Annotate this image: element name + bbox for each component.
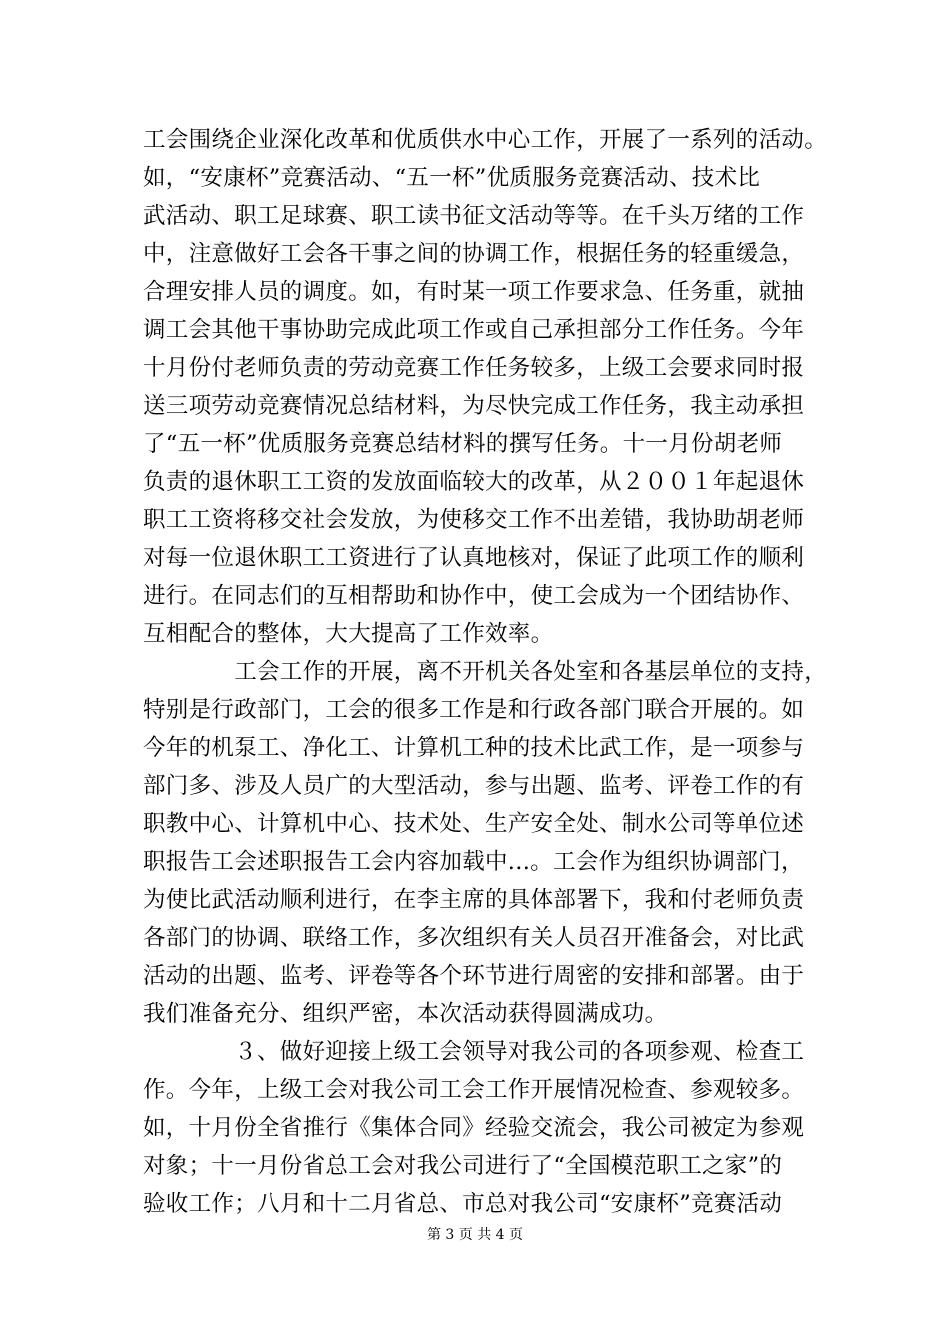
paragraph-line: 武活动、职工足球赛、职工读书征文活动等等。在千头万绪的工作 [143,203,805,229]
paragraph-line: 合理安排人员的调度。如，有时某一项工作要求急、任务重，就抽 [143,279,805,305]
paragraph-line: 作。今年，上级工会对我公司工会工作开展情况检查、参观较多。 [143,1077,805,1103]
page-number-footer: 第 3 页 共 4 页 [426,1227,524,1243]
paragraph-line: 进行。在同志们的互相帮助和协作中，使工会成为一个团结协作、 [143,583,805,609]
paragraph-line: 我们准备充分、组织严密，本次活动获得圆满成功。 [143,1001,668,1027]
paragraph-line: 工会工作的开展，离不开机关各处室和各基层单位的支持， [143,659,828,685]
paragraph-line: 如，十月份全省推行《集体合同》经验交流会，我公司被定为参观 [143,1115,805,1141]
paragraph-line: 为使比武活动顺利进行，在李主席的具体部署下，我和付老师负责 [143,887,805,913]
paragraph-line: 职报告工会述职报告工会内容加载中...。工会作为组织协调部门， [143,849,804,875]
paragraph-line: 了“五一杯”优质服务竞赛总结材料的撰写任务。十一月份胡老师 [143,431,783,457]
paragraph-line: 互相配合的整体，大大提高了工作效率。 [143,621,554,647]
paragraph-line: 中，注意做好工会各干事之间的协调工作，根据任务的轻重缓急， [143,241,805,267]
paragraph-line: 验收工作；八月和十二月省总、市总对我公司“安康杯”竞赛活动 [143,1191,783,1217]
paragraph-line: 对象；十一月份省总工会对我公司进行了“全国模范职工之家”的 [143,1153,783,1179]
paragraph-line: 特别是行政部门，工会的很多工作是和行政各部门联合开展的。如 [143,697,805,723]
paragraph-line: 部门多、涉及人员广的大型活动，参与出题、监考、评卷工作的有 [143,773,805,799]
paragraph-line: ３、做好迎接上级工会领导对我公司的各项参观、检查工 [143,1039,805,1065]
paragraph-line: 调工会其他干事协助完成此项工作或自己承担部分工作任务。今年 [143,317,805,343]
paragraph-line: 职教中心、计算机中心、技术处、生产安全处、制水公司等单位述 [143,811,805,837]
paragraph-line: 负责的退休职工工资的发放面临较大的改革，从２００１年起退休 [143,469,805,495]
paragraph-line: 职工工资将移交社会发放，为使移交工作不出差错，我协助胡老师 [143,507,805,533]
paragraph-line: 活动的出题、监考、评卷等各个环节进行周密的安排和部署。由于 [143,963,805,989]
paragraph-line: 今年的机泵工、净化工、计算机工种的技术比武工作，是一项参与 [143,735,805,761]
paragraph-line: 送三项劳动竞赛情况总结材料，为尽快完成工作任务，我主动承担 [143,393,805,419]
paragraph-line: 对每一位退休职工工资进行了认真地核对，保证了此项工作的顺利 [143,545,805,571]
paragraph-line: 十月份付老师负责的劳动竞赛工作任务较多，上级工会要求同时报 [143,355,805,381]
paragraph-line: 工会围绕企业深化改革和优质供水中心工作，开展了一系列的活动。 [143,127,828,153]
paragraph-line: 各部门的协调、联络工作，多次组织有关人员召开准备会，对比武 [143,925,805,951]
paragraph-line: 如，“安康杯”竞赛活动、“五一杯”优质服务竞赛活动、技术比 [143,165,761,191]
